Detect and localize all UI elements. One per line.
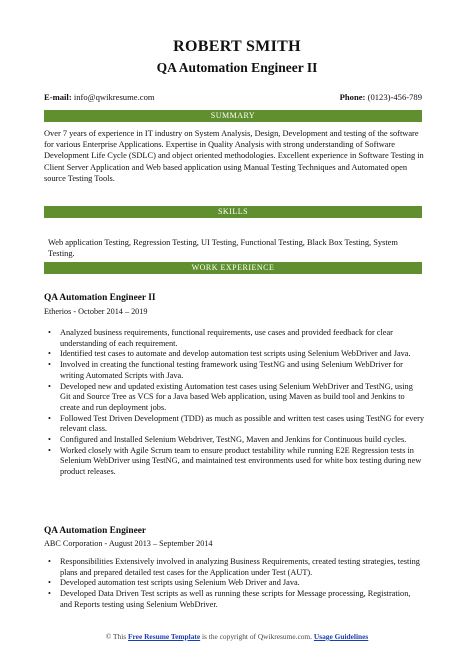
skills-text: Web application Testing, Regression Testing, UI Testing, Functional Testing, Black Box Testing, System Testing. bbox=[48, 238, 398, 259]
list-item: • Followed Test Driven Development (TDD) as much as possible and written test cases using TestNG for every relevant class. bbox=[44, 414, 424, 435]
footer bbox=[0, 632, 474, 641]
footer-prefix: © This bbox=[105, 632, 127, 641]
work-experience-heading: WORK EXPERIENCE bbox=[44, 262, 422, 274]
summary-text: Over 7 years of experience in IT industry on System Analysis, Design, Development and testing of the software for various Enterprise Applications. Expertise in Quality Analysis with strong understanding of Software Development Life Cycle (SDLC) and object oriented methodologies. Excellent experience in Software Testing in Client Server Application and Web based application using Manual Testing Techniques and Automated open source Testing Tools. bbox=[44, 129, 424, 183]
candidate-title: QA Automation Engineer II bbox=[156, 60, 318, 75]
list-item: • Configured and Installed Selenium Webdriver, TestNG, Maven and Jenkins for Continuous build cycles. bbox=[44, 435, 424, 446]
free-resume-template-link[interactable]: Free Resume Template bbox=[128, 632, 201, 641]
email-label: E-mail: bbox=[44, 92, 72, 102]
job-bullet-list bbox=[44, 328, 424, 478]
list-item: • Analyzed business requirements, functional requirements, use cases and provided feedback for clear understanding of each requirement. bbox=[44, 328, 424, 349]
list-item: • Developed new and updated existing Automation test cases using Selenium WebDriver and TestNG, using Git and Source Tree as VCS for a Java based Web application, using Maven as build tool and Jenkins to create and run deployment jobs. bbox=[44, 382, 424, 414]
list-item: • Identified test cases to automate and develop automation test scripts using Selenium WebDriver and Java. bbox=[44, 349, 424, 360]
list-item: • Responsibilities Extensively involved in analyzing Business Requirements, created testing strategies, testing plans and prepared detailed test cases for the Application under Test (AUT). bbox=[44, 557, 424, 578]
phone-block bbox=[340, 92, 422, 102]
job-employer-dates: ABC Corporation - August 2013 – September 2014 bbox=[44, 539, 213, 548]
list-item: • Developed automation test scripts using Selenium Web Driver and Java. bbox=[44, 578, 424, 589]
list-item: • Worked closely with Agile Scrum team to ensure product testability while running E2E Regression tests in Selenium WebDriver using TestNG, and maintained test environments used for white box testing during new product releases. bbox=[44, 446, 424, 478]
footer-copyright-text: is the copyright of Qwikresume.com. bbox=[202, 632, 313, 641]
candidate-name: ROBERT SMITH bbox=[173, 38, 301, 55]
phone-label: Phone: bbox=[339, 92, 366, 102]
usage-guidelines-link[interactable]: Usage Guidelines bbox=[313, 632, 369, 641]
job-title: QA Automation Engineer II bbox=[44, 293, 156, 303]
job-employer-dates: Etherios - October 2014 – 2019 bbox=[44, 307, 148, 316]
summary-heading: SUMMARY bbox=[44, 110, 422, 122]
skills-heading: SKILLS bbox=[44, 206, 422, 218]
list-item: • Involved in creating the functional testing framework using TestNG and using Selenium WebDriver for writing Automated Scripts with Java. bbox=[44, 360, 424, 381]
email-block bbox=[44, 92, 155, 102]
job-bullet-list bbox=[44, 557, 424, 611]
email-value[interactable]: info@qwikresume.com bbox=[73, 92, 155, 102]
phone-value: (0123)-456-789 bbox=[367, 92, 422, 102]
job-title: QA Automation Engineer bbox=[44, 526, 147, 536]
list-item: • Developed Data Driven Test scripts as well as running these scripts for Message processing, Registration, and Reports testing using Selenium WebDriver. bbox=[44, 589, 424, 610]
